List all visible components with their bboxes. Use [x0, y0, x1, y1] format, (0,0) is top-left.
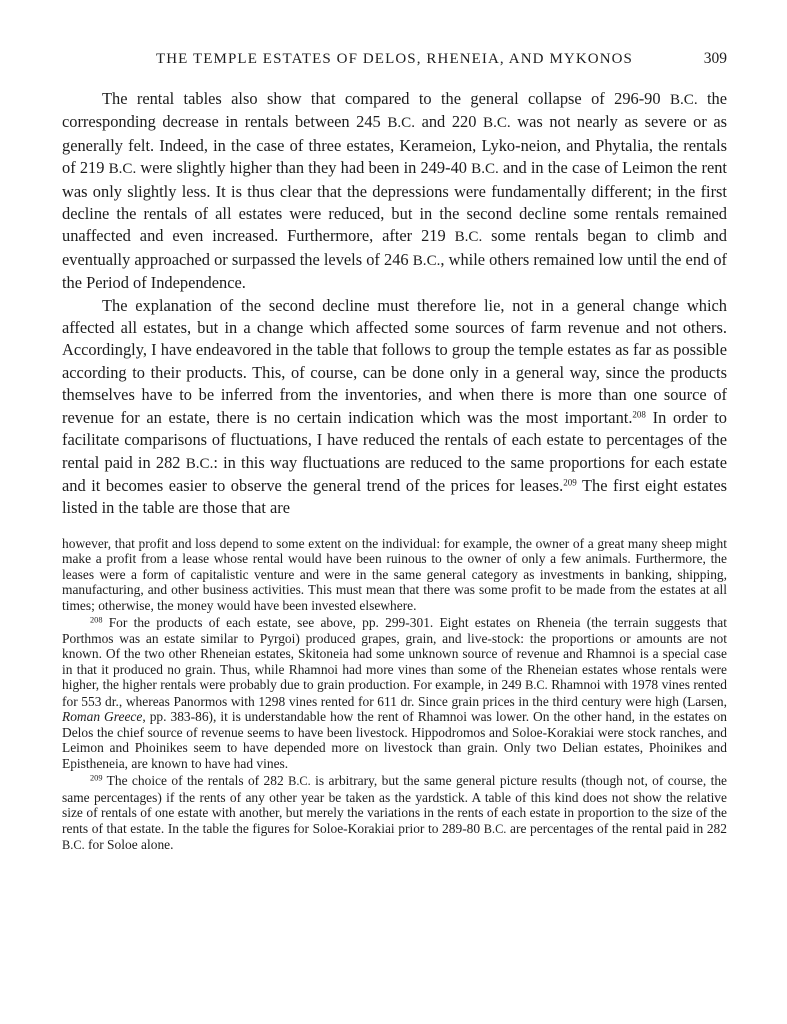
- text-run: The explanation of the second decline must therefore lie, not in a general change which affected all estates, but in a change which affected some sources of farm revenue and not others. Accordingly, I have endeavored in the table that follows to group the temple estates as far as possible according to their products. This, of course, can be done only in a general way, since the products themselves have to be inferred from the inventories, and when there is more than one source of revenue for an estate, there is no certain indication which was the most important.: [62, 295, 727, 427]
- era-abbrev: B.C.: [483, 821, 507, 836]
- footnote-208: [62, 615, 727, 771]
- footnotes: [62, 536, 727, 854]
- era-abbrev: B.C.: [525, 678, 548, 693]
- text-run: the corresponding decrease in rentals between 245: [62, 89, 727, 132]
- text-run: In order to facilitate comparisons of fluctuations, I have reduced the rentals of each estate to percentages of the rental paid in 282: [62, 407, 727, 472]
- text-run: was not nearly as severe or as generally felt. Indeed, in the case of three estates, Kerameion, Lyko-neion, and Phytalia, the rentals of 219: [62, 112, 728, 178]
- text-run: are percentages of the rental paid in 282: [506, 820, 727, 836]
- footnote-number: 208: [90, 615, 103, 625]
- footnote-number: 209: [90, 773, 103, 783]
- text-run: some rentals began to climb and eventually approached or surpassed the levels of 246: [62, 226, 727, 269]
- era-abbrev: B.C.: [471, 161, 499, 178]
- text-run: were slightly higher than they had been in 249-40: [136, 158, 472, 178]
- era-abbrev: B.C.: [62, 838, 85, 853]
- footnote-209: [62, 773, 727, 854]
- paragraph-2: [62, 295, 727, 520]
- text-run: The first eight estates listed in the table are those that are: [62, 475, 727, 518]
- text-run: , pp. 383-86), it is understandable how the rent of Rhamnoi was lower. On the other hand, in the estates on Delos the chief source of revenue seems to have been livestock. Hippodromos and Soloe-Korakiai were stock ranches, and Leimon and Phoinikes seem to have depended more on livestock than grain. Only two Delian estates, Phoinikes and Epistheneia, are known to have had vines.: [62, 709, 727, 771]
- text-run: : in this way fluctuations are reduced to the same proportions for each estate and it becomes easier to observe the general trend of the prices for leases.: [62, 452, 727, 495]
- era-abbrev: B.C.: [185, 455, 214, 472]
- era-abbrev: B.C.: [412, 252, 441, 269]
- era-abbrev: B.C.: [483, 115, 511, 132]
- book-title: Roman Greece: [62, 709, 143, 725]
- running-title: THE TEMPLE ESTATES OF DELOS, RHENEIA, AND MYKONOS: [155, 51, 633, 67]
- page-number: 309: [703, 50, 727, 67]
- era-abbrev: B.C.: [669, 92, 698, 108]
- text-run: and 220: [415, 112, 484, 132]
- era-abbrev: B.C.: [288, 774, 311, 789]
- footnote-continuation: however, that profit and loss depend to some extent on the individual: for example, the owner of a great many sheep might make a profit from a lease whose rental would have been ruinous to the owner of only a few animals. Furthermore, the leases were a form of capitalistic venture and were in the same general category as investments in banking, shipping, manufacturing, and other business activities. This must mean that there was some profit to be made from the estates at all times; otherwise, the money would have been invested elsewhere.: [62, 535, 727, 613]
- text-run: for Soloe alone.: [84, 837, 174, 853]
- paragraph-1: [62, 88, 727, 295]
- text-run: is arbitrary, but the same general picture results (though not, of course, the same percentages) if the rents of any other year be taken as the yardstick. A table of this kind does not show the relative size of rentals of one estate with another, but merely the variations in the rents of each estate in proportion to the size of the rents of that estate. In the table the figures for Soloe-Korakiai prior to 289-80: [62, 773, 727, 836]
- text-run: The rental tables also show that compared to the general collapse of 296-90: [102, 89, 670, 108]
- text-run: For the products of each estate, see above, pp. 299-301. Eight estates on Rheneia (the terrain suggests that Porthmos was an estate similar to Pyrgoi) produced grapes, grain, and live-stock: the proportions or amounts are not known. Of the two other Rheneian estates, Skitoneia had some unknown source of revenue and Rhamnoi is a special case in that it produced no grain. Thus, while Rhamnoi had more vines than some of the Rheneian estates whose rentals were higher, the higher rentals were probably due to grain production. For example, in 249: [62, 615, 727, 693]
- era-abbrev: B.C.: [108, 161, 137, 178]
- running-head: [62, 50, 727, 74]
- footnote-ref-208[interactable]: 208: [632, 409, 646, 420]
- text-run: Rhamnoi with 1978 vines rented for 553 dr., whereas Panormos with 1298 vines rented for 611 dr. Since grain prices in the third century were high (Larsen,: [62, 677, 727, 709]
- text-run: , while others remained low until the end of the Period of Independence.: [62, 249, 727, 293]
- footnote-ref-209[interactable]: 209: [563, 477, 577, 488]
- text-run: and in the case of Leimon the rent was only slightly less. It is thus clear that the depressions were fundamentally different; in the first decline the rentals of all estates were reduced, but in the second decline some rentals remained unaffected and even increased. Furthermore, after 219: [62, 158, 727, 246]
- era-abbrev: B.C.: [454, 229, 483, 246]
- text-run: The choice of the rentals of 282: [102, 773, 289, 789]
- era-abbrev: B.C.: [387, 115, 415, 132]
